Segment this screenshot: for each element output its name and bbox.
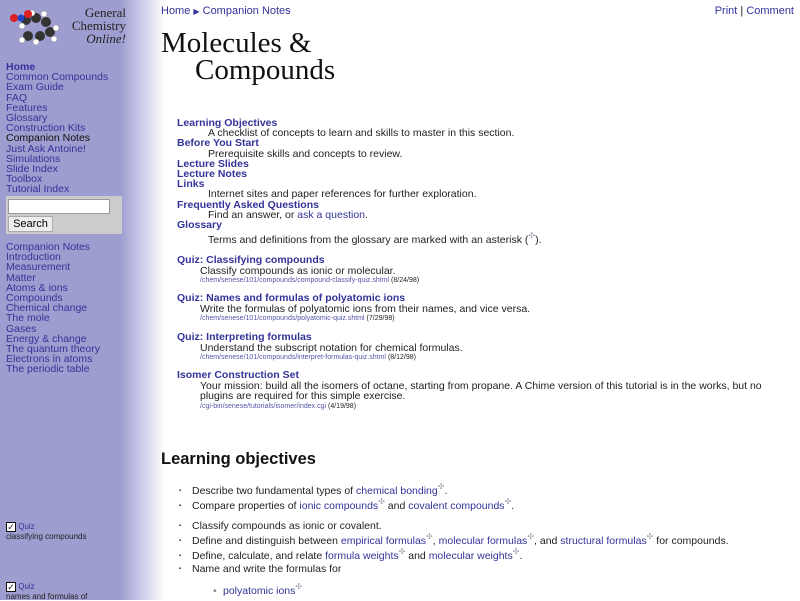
asterisk-icon: ✣ <box>295 582 303 591</box>
resource-url <box>177 353 777 362</box>
toc-desc-text: Terms and definitions from the glossary are marked with an asterisk ( <box>208 234 529 247</box>
nav-toolbox[interactable]: Toolbox <box>6 173 43 186</box>
resource-date: (8/24/98) <box>391 277 420 284</box>
nav-atoms-ions[interactable]: Atoms & ions <box>6 281 68 294</box>
sidebar-quiz-desc: names and formulas of <box>6 592 88 601</box>
polyatomic-ions-link[interactable]: polyatomic ions <box>223 585 296 597</box>
sidebar-quiz-link[interactable]: Quiz <box>18 582 35 591</box>
companion-notes-nav <box>6 242 100 375</box>
text: . <box>519 550 523 562</box>
molecule-logo-icon <box>8 8 62 46</box>
nav-just-ask-antoine[interactable]: Just Ask Antoine! <box>6 142 86 155</box>
resource-date: (8/12/98) <box>387 354 416 361</box>
resource-desc: Your mission: build all the isomers of octane, starting from propane. A Chime version of this tutorial is in the works, but no plugins are required for this simple exercise. <box>200 379 762 402</box>
list-item <box>223 584 798 599</box>
resource-desc: Classify compounds as ionic or molecular. <box>200 264 396 277</box>
asterisk-icon: ✣ <box>528 231 536 241</box>
resource-url <box>177 314 777 323</box>
text: . <box>444 485 448 497</box>
nav-common-compounds[interactable]: Common Compounds <box>6 71 109 84</box>
resource-desc: Understand the subscript notation for chemical formulas. <box>200 341 463 354</box>
nav-exam-guide[interactable]: Exam Guide <box>6 81 64 94</box>
ionic-compounds-link[interactable]: ionic compounds <box>299 500 379 512</box>
resource-url-link[interactable]: /chem/senese/101/compounds/polyatomic-quiz.shtml <box>200 315 365 322</box>
list-item <box>192 564 798 599</box>
text: Name and write the formulas for <box>192 563 342 575</box>
page-title-line1: Molecules & <box>161 27 312 59</box>
resource-url-link[interactable]: /chem/senese/101/compounds/compound-classify-quiz.shtml <box>200 277 390 284</box>
page-tools <box>715 5 794 17</box>
nav-features[interactable]: Features <box>6 101 48 114</box>
search-form <box>6 196 122 234</box>
structural-formulas-link[interactable]: structural formulas <box>560 535 647 547</box>
nav-periodic-table[interactable]: The periodic table <box>6 363 90 376</box>
ask-question-link[interactable]: ask a question <box>297 208 366 221</box>
toc-lecture-slides[interactable]: Lecture Slides <box>177 157 249 170</box>
nav-simulations[interactable]: Simulations <box>6 152 61 165</box>
nav-home[interactable]: Home <box>6 61 36 73</box>
logo-text-online: Online! <box>86 31 126 46</box>
sidebar-quiz-1 <box>6 522 86 541</box>
checkbox-icon: ✓ <box>7 522 15 532</box>
nav-companion-notes[interactable]: Companion Notes <box>6 132 91 145</box>
text: , and <box>534 535 561 547</box>
site-logo[interactable] <box>6 4 126 48</box>
nav-chemical-change[interactable]: Chemical change <box>6 302 88 315</box>
sidebar-quiz-desc: classifying compounds <box>6 532 87 541</box>
text: . <box>511 500 515 512</box>
asterisk-icon: ✣ <box>527 532 535 541</box>
text: and <box>384 500 409 512</box>
learning-objectives-heading: Learning objectives <box>161 450 316 468</box>
resource-url <box>177 276 777 285</box>
sidebar-quiz-2 <box>6 582 87 601</box>
toc-learning-objectives[interactable]: Learning Objectives <box>177 117 278 129</box>
logo-text-general: General <box>84 5 126 20</box>
search-input[interactable] <box>8 199 110 214</box>
nav-glossary[interactable]: Glossary <box>6 112 48 125</box>
resource-url-link[interactable]: /cgi-bin/senese/tutorials/isomer/index.cgi <box>200 402 327 410</box>
nav-faq[interactable]: FAQ <box>6 91 28 104</box>
nav-compounds[interactable]: Compounds <box>6 292 63 305</box>
sidebar-quiz-link[interactable]: Quiz <box>18 522 35 531</box>
toc-desc-text: . <box>365 208 368 221</box>
resource-item <box>177 255 777 285</box>
logo-text-chemistry: Chemistry <box>71 18 126 33</box>
covalent-compounds-link[interactable]: covalent compounds <box>408 500 505 512</box>
resource-date: (7/29/98) <box>366 315 395 322</box>
formula-weights-link[interactable]: formula weights <box>325 550 399 562</box>
nav-construction-kits[interactable]: Construction Kits <box>6 122 86 135</box>
resource-title[interactable]: Quiz: Interpreting formulas <box>177 331 312 343</box>
toc-lecture-notes[interactable]: Lecture Notes <box>177 168 248 181</box>
toc-before-you-start[interactable]: Before You Start <box>177 137 259 150</box>
molecular-formulas-link[interactable]: molecular formulas <box>438 535 528 547</box>
nav-introduction[interactable]: Introduction <box>6 251 61 264</box>
resource-item <box>177 332 777 362</box>
text: Define and distinguish between <box>192 535 341 547</box>
toc-desc: Internet sites and paper references for further exploration. <box>208 188 477 201</box>
list-item <box>192 499 798 514</box>
empirical-formulas-link[interactable]: empirical formulas <box>340 535 427 547</box>
toc-desc <box>177 231 542 247</box>
breadcrumb-home[interactable]: Home <box>161 5 191 17</box>
nav-measurement[interactable]: Measurement <box>6 261 71 274</box>
sidebar <box>0 0 165 600</box>
asterisk-icon: ✣ <box>398 547 406 556</box>
breadcrumb-companion-notes[interactable]: Companion Notes <box>202 5 291 17</box>
list-item <box>192 484 798 499</box>
page-title <box>161 27 336 86</box>
text: Classify compounds as ionic or covalent. <box>192 520 382 532</box>
nav-tutorial-index[interactable]: Tutorial Index <box>6 183 70 196</box>
asterisk-icon: ✣ <box>504 497 512 506</box>
list-item <box>192 534 798 549</box>
resource-title[interactable]: Quiz: Classifying compounds <box>177 254 325 266</box>
resource-item <box>177 293 777 323</box>
chemical-bonding-link[interactable]: chemical bonding <box>356 485 438 497</box>
toc-glossary[interactable]: Glossary <box>177 219 222 232</box>
resource-item <box>177 370 777 411</box>
toc-desc-text: ). <box>535 234 542 247</box>
toc-desc <box>177 210 542 220</box>
resource-title[interactable]: Quiz: Names and formulas of polyatomic ions <box>177 292 406 304</box>
toc-faq[interactable]: Frequently Asked Questions <box>177 198 319 211</box>
tools-separator: | <box>740 5 744 17</box>
text: Compare properties of <box>192 500 300 512</box>
text: Define, calculate, and relate <box>192 550 326 562</box>
objectives-sublist <box>223 584 798 599</box>
toc-desc: Prerequisite skills and concepts to review. <box>208 147 403 160</box>
page-title-line2: Compounds <box>195 54 336 86</box>
nav-matter[interactable]: Matter <box>6 271 36 284</box>
checkbox-icon: ✓ <box>7 582 15 592</box>
text: Describe two fundamental types of <box>192 485 357 497</box>
search-button[interactable]: Search <box>8 216 53 232</box>
toc-links[interactable]: Links <box>177 178 205 191</box>
nav-slide-index[interactable]: Slide Index <box>6 163 58 176</box>
resource-url-link[interactable]: /chem/senese/101/compounds/interpret-formulas-quiz.shtml <box>200 354 386 361</box>
asterisk-icon: ✣ <box>378 497 385 506</box>
comment-link[interactable]: Comment <box>746 5 794 17</box>
resource-title[interactable]: Isomer Construction Set <box>177 369 299 381</box>
toc-desc-text: Find an answer, or <box>208 208 298 221</box>
nav-energy-change[interactable]: Energy & change <box>6 332 87 345</box>
list-item <box>192 519 798 534</box>
nav-companion-notes-header[interactable]: Companion Notes <box>6 241 91 253</box>
molecular-weights-link[interactable]: molecular weights <box>428 550 513 562</box>
objectives-list <box>192 484 798 599</box>
main-nav <box>6 62 108 195</box>
nav-the-mole[interactable]: The mole <box>6 312 50 325</box>
breadcrumb-arrow-icon: ▶ <box>193 7 200 16</box>
text: and <box>405 550 429 562</box>
resource-date: (4/19/98) <box>328 402 357 410</box>
nav-quantum-theory[interactable]: The quantum theory <box>6 343 100 356</box>
text: , <box>432 535 439 547</box>
nav-gases[interactable]: Gases <box>6 322 37 335</box>
resource-url <box>177 402 777 411</box>
asterisk-icon: ✣ <box>512 547 520 556</box>
asterisk-icon: ✣ <box>437 482 445 491</box>
asterisk-icon: ✣ <box>646 532 654 541</box>
text: for compounds. <box>653 535 729 547</box>
list-item <box>192 549 798 564</box>
resource-desc: Write the formulas of polyatomic ions from their names, and vice versa. <box>200 302 531 315</box>
nav-electrons-in-atoms[interactable]: Electrons in atoms <box>6 353 93 366</box>
breadcrumb <box>161 5 291 17</box>
asterisk-icon: ✣ <box>426 532 433 541</box>
print-link[interactable]: Print <box>714 5 738 17</box>
toc-desc: A checklist of concepts to learn and skills to master in this section. <box>208 127 515 140</box>
section-toc <box>177 118 542 245</box>
